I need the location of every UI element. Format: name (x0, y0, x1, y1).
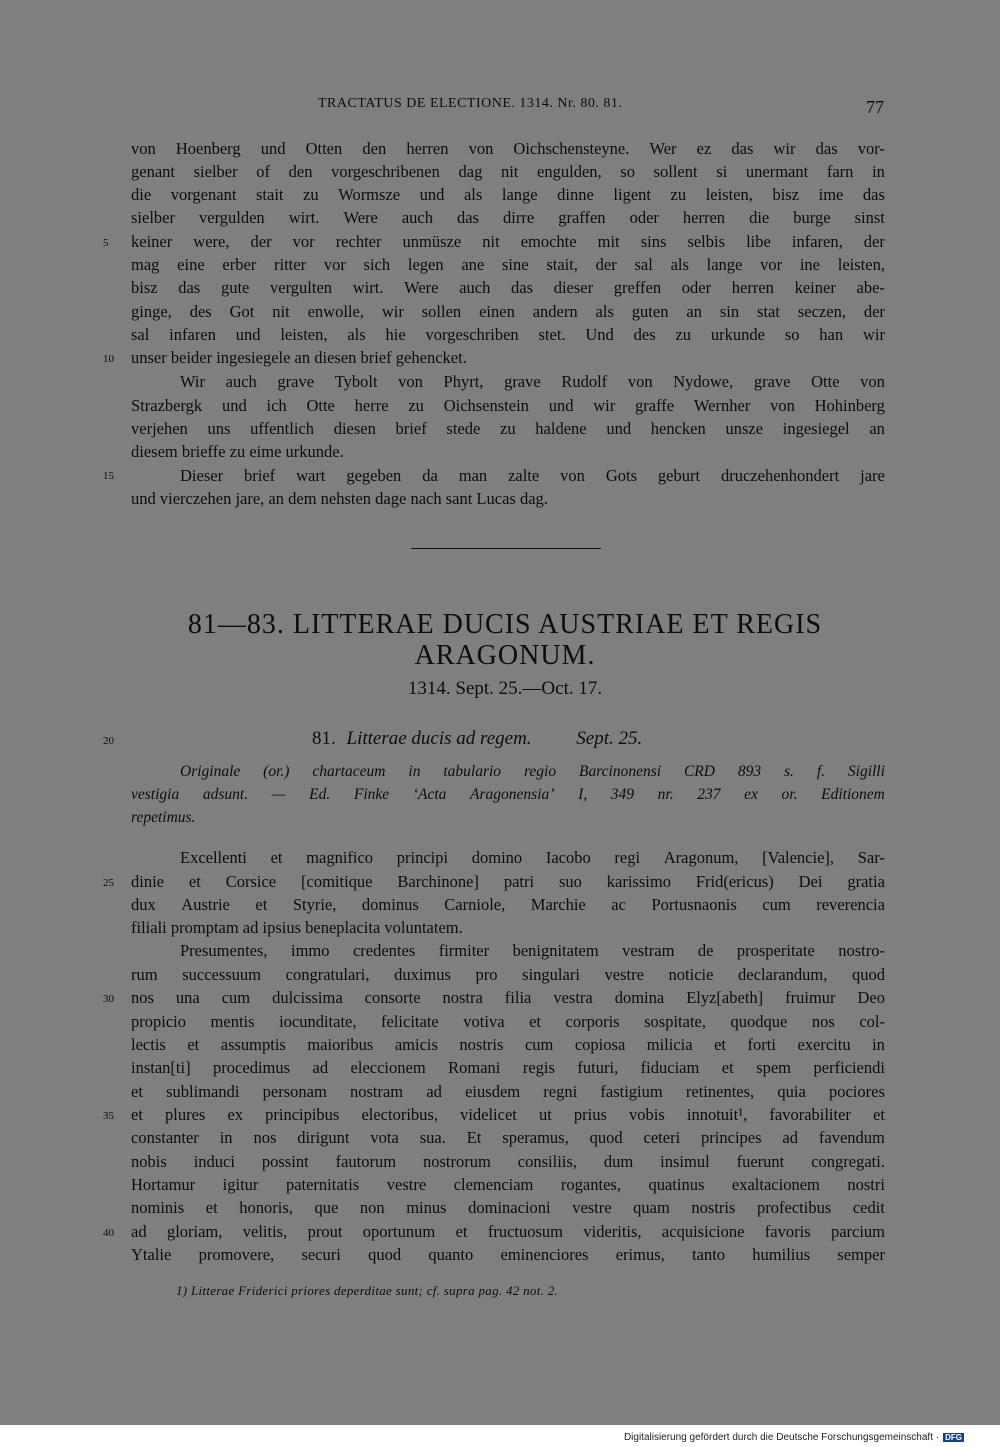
text-line: diesem brieffe zu eime urkunde. (131, 442, 344, 461)
text-line: constanter in nos dirigunt vota sua. Et speramus, quod ceteri principes ad favendum (131, 1128, 885, 1147)
source-note-line: repetimus. (131, 809, 196, 826)
source-note-line: Originale (or.) chartaceum in tabulario regio Barcinonensi CRD 893 s. f. Sigilli (180, 763, 885, 780)
text-line: et plures ex principibus electoribus, videlicet ut prius vobis innotuit¹, favorabiliter et (131, 1105, 885, 1124)
line-number: 40 (103, 1227, 114, 1239)
line-number: 25 (103, 877, 114, 889)
section-date: 1314. Sept. 25.—Oct. 17. (407, 678, 603, 699)
section-title-cont: ARAGONUM. (414, 640, 596, 671)
text-line: verjehen uns uffentlich diesen brief stede zu haldene und hencken unsze ingesiegel an (131, 419, 885, 438)
text-line: die vorgenant stait zu Wormsze und als lange dinne ligent zu leisten, bisz ime das (131, 185, 885, 204)
text-line: nos una cum dulcissima consorte nostra filia vestra domina Elyz[abeth] fruimur Deo (131, 988, 885, 1007)
text-line: genant sielber of den vorgeschribenen dag nit engulden, so sollent si unermant farn in (131, 162, 885, 181)
text-line: Ytalie promovere, securi quod quanto eminenciores erimus, tanto humilius semper (131, 1245, 885, 1264)
source-note-line: vestigia adsunt. — Ed. Finke ‘Acta Aragonensia’ I, 349 nr. 237 ex or. Editionem (131, 786, 885, 803)
text-line: Hortamur igitur paternitatis vestre clemenciam rogantes, quatinus exaltacionem nostri (131, 1175, 885, 1194)
text-line: mag eine erber ritter vor sich legen ane sine stait, der sal als lange vor ine leisten, (131, 255, 885, 274)
running-title: TRACTATUS DE ELECTIONE. 1314. Nr. 80. 81. (318, 96, 623, 111)
line-number: 20 (103, 735, 114, 747)
text-line: von Hoenberg und Otten den herren von Oichschensteyne. Wer ez das wir das vor- (131, 139, 885, 158)
text-line: ad gloriam, velitis, prout oportunum et fructuosum videritis, acquisicione favoris parcium (131, 1222, 885, 1241)
text-line: dinie et Corsice [comitique Barchinone] patri suo karissimo Frid(ericus) Dei gratia (131, 872, 885, 891)
line-number: 30 (103, 993, 114, 1005)
text-line: bisz das gute vergulten wirt. Were auch das dieser greffen oder herren keiner abe- (131, 278, 885, 297)
text-line: filiali promptam ad ipsius beneplacita voluntatem. (131, 918, 463, 937)
text-line: Excellenti et magnifico principi domino Iacobo regi Aragonum, [Valencie], Sar- (180, 848, 885, 867)
text-line: rum successuum congratulari, duximus pro singulari vestre noticie declarandum, quod (131, 965, 885, 984)
text-line: Wir auch grave Tybolt von Phyrt, grave Rudolf von Nydowe, grave Otte von (180, 372, 885, 391)
dfg-logo: DFG (945, 1433, 962, 1442)
text-line: ginge, des Got nit enwolle, wir sollen einen andern als guten an sin stat seczen, der (131, 302, 885, 321)
doc-heading-title: Litterae ducis ad regem. (346, 728, 532, 749)
text-line: dux Austrie et Styrie, dominus Carniole, Marchie ac Portusnaonis cum reverencia (131, 895, 885, 914)
text-line: instan[ti] procedimus ad eleccionem Romani regis futuri, fiduciam et spem perficiendi (131, 1058, 885, 1077)
doc-heading-date: Sept. 25. (576, 728, 643, 749)
text-line: und vierczehen jare, an dem nehsten dage nach sant Lucas dag. (131, 489, 548, 508)
text-line: lectis et assumptis maioribus amicis nostris cum copiosa milicia et forti exercitu in (131, 1035, 885, 1054)
text-line: et sublimandi personam nostram ad eiusdem regni fastigium retinentes, quia pociores (131, 1082, 885, 1101)
doc-heading (312, 729, 642, 749)
footnote: 1) Litterae Friderici priores deperditae sunt; cf. supra pag. 42 not. 2. (176, 1283, 559, 1298)
text-line: Strazbergk und ich Otte herre zu Oichsenstein und wir graffe Wernher von Hohinberg (131, 396, 885, 415)
line-number: 10 (103, 353, 114, 365)
text-line: unser beider ingesiegele an diesen brief gehencket. (131, 348, 467, 367)
line-number: 35 (103, 1110, 114, 1122)
page-number: 77 (866, 97, 884, 117)
digitization-footer (624, 1432, 964, 1443)
doc-number: 81. (312, 728, 336, 749)
text-line: keiner were, der vor rechter unmüsze nit emochte mit sins selbis libe infaren, der (131, 232, 885, 251)
text-line: propicio mentis iocunditate, felicitate votiva et corporis sospitate, quodque nos col- (131, 1012, 885, 1031)
line-number: 15 (103, 470, 114, 482)
line-number: 5 (103, 237, 109, 249)
footer-text: Digitalisierung gefördert durch die Deutsche Forschungsgemeinschaft · (623, 1432, 940, 1443)
text-line: sielber vergulden wirt. Were auch das dirre graffen oder herren die burge sinst (131, 208, 885, 227)
section-divider (411, 548, 601, 549)
text-line: nominis et honoris, que non minus dominacioni vestre quam nostris profectibus cedit (131, 1198, 885, 1217)
text-line: nobis induci possint fautorum nostrorum consiliis, dum insimul fuerunt congregati. (131, 1152, 885, 1171)
text-line: sal infaren und leisten, als hie vorgeschriben stet. Und des zu urkunde so han wir (131, 325, 885, 344)
text-line: Presumentes, immo credentes firmiter benignitatem vestram de prosperitate nostro- (180, 941, 885, 960)
text-line: Dieser brief wart gegeben da man zalte von Gots geburt druczehenhondert jare (180, 466, 885, 485)
section-title: 81—83. LITTERAE DUCIS AUSTRIAE ET REGIS (187, 609, 823, 640)
